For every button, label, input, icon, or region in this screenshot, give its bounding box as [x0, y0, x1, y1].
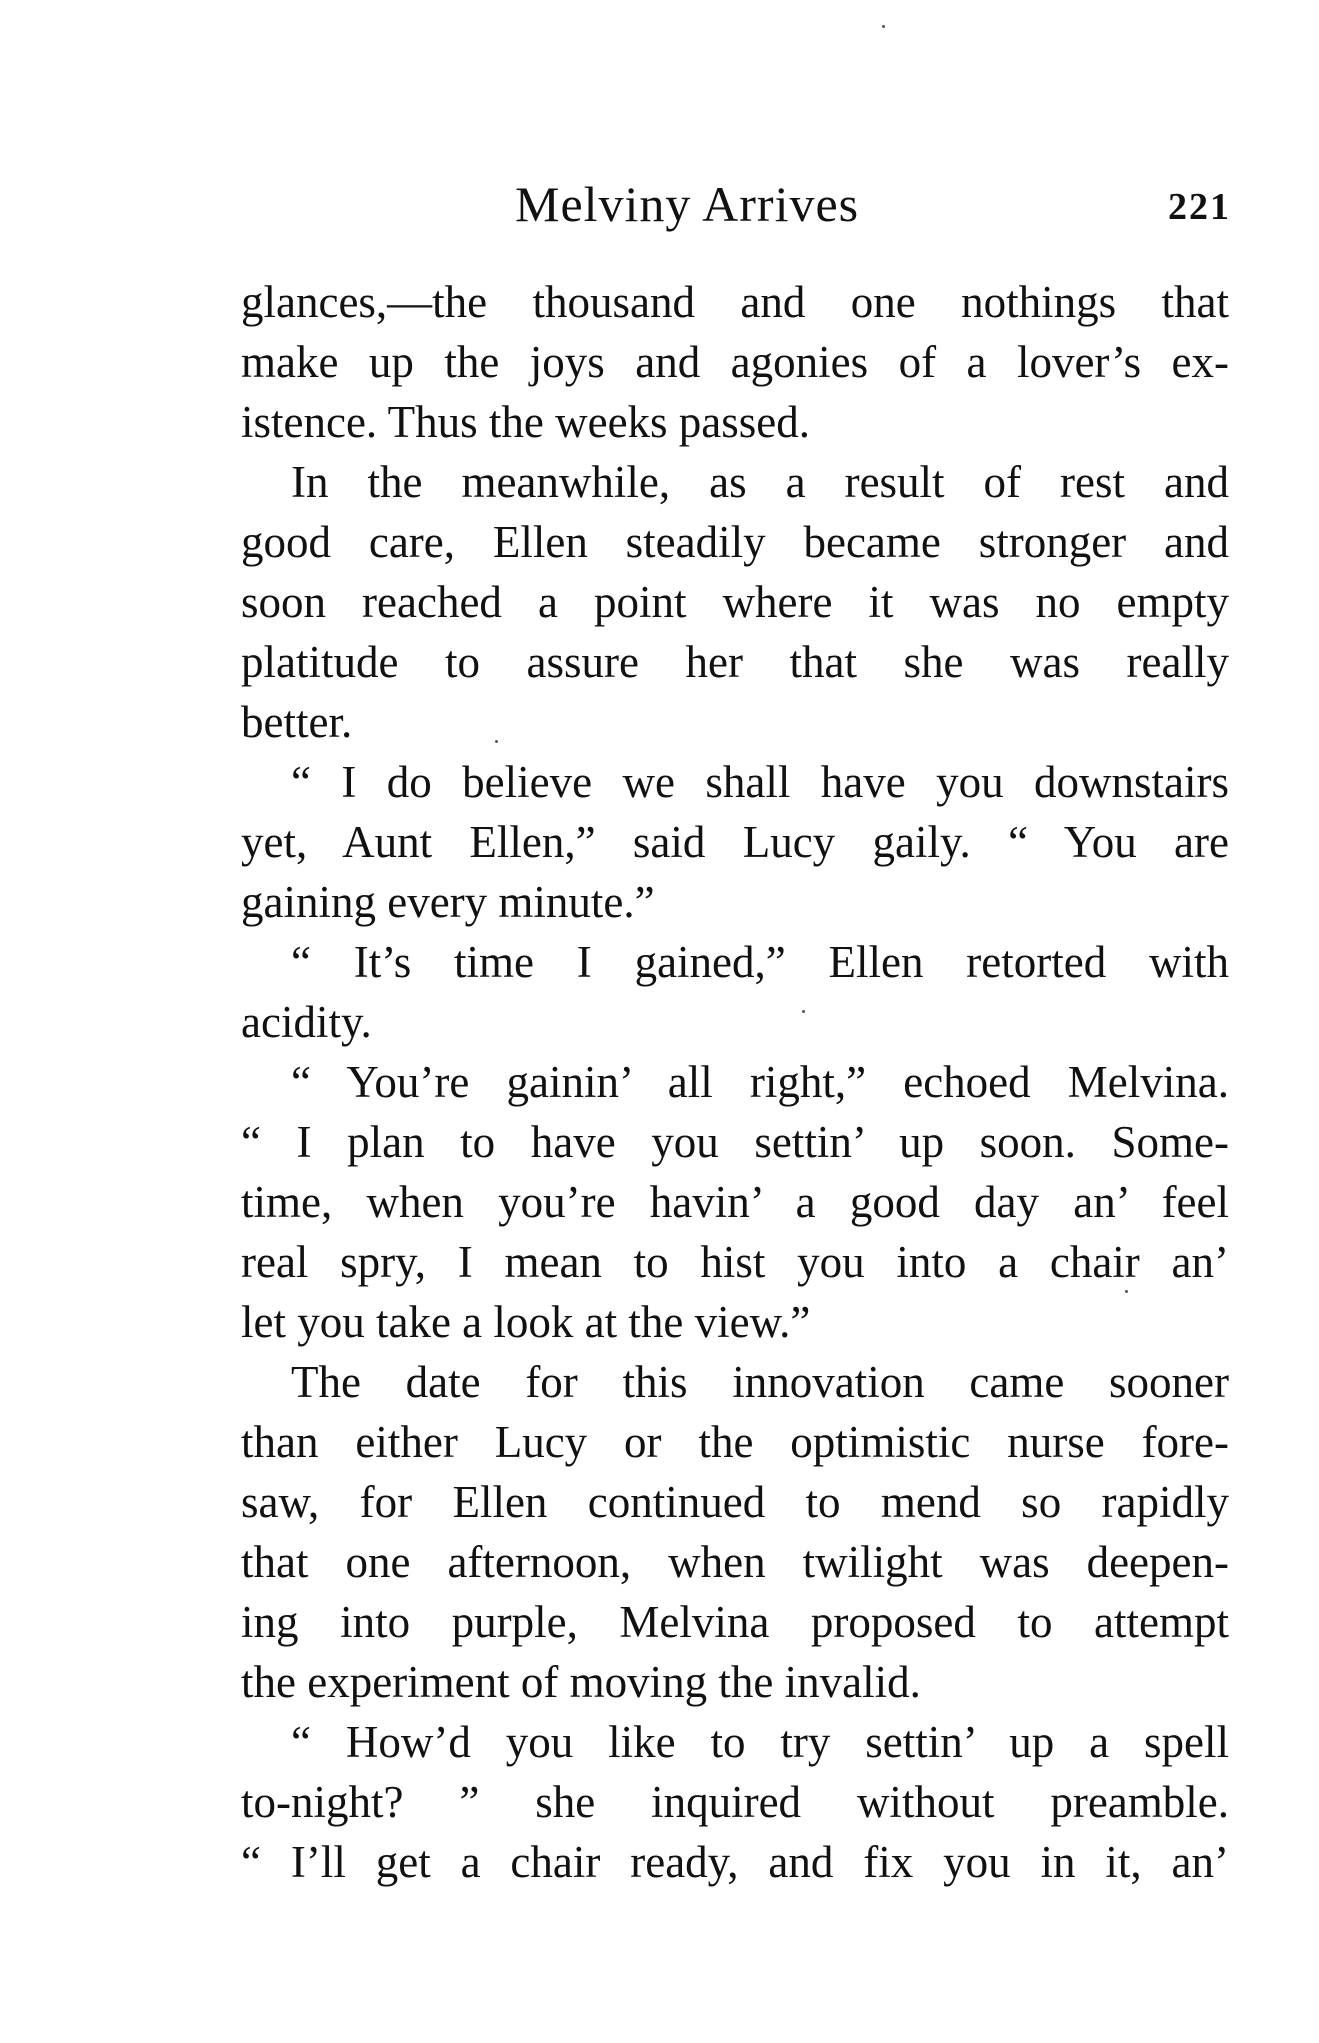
running-head — [240, 175, 1240, 245]
text-line: gaining every minute.” — [241, 877, 655, 927]
text-line: In the meanwhile, as a result of rest and — [291, 457, 1229, 507]
text-line: make up the joys and agonies of a lover’s ex- — [241, 337, 1229, 387]
text-line: soon reached a point where it was no empty — [241, 577, 1229, 627]
text-line: acidity. — [241, 997, 372, 1047]
text-line: saw, for Ellen continued to mend so rapidly — [241, 1477, 1229, 1527]
text-line: “ You’re gainin’ all right,” echoed Melvina. — [291, 1057, 1229, 1107]
text-line: “ I plan to have you settin’ up soon. Some- — [241, 1117, 1229, 1167]
text-line: The date for this innovation came sooner — [291, 1357, 1229, 1407]
text-line: “ How’d you like to try settin’ up a spell — [291, 1717, 1229, 1767]
text-line: real spry, I mean to hist you into a chair an’ — [241, 1237, 1229, 1287]
text-line: glances,—the thousand and one nothings that — [241, 277, 1229, 327]
text-line: platitude to assure her that she was really — [241, 637, 1229, 687]
running-title: Melviny Arrives — [515, 176, 860, 232]
text-line: let you take a look at the view.” — [241, 1297, 811, 1347]
text-line: “ I do believe we shall have you downstairs — [291, 757, 1229, 807]
page-number: 221 — [1168, 186, 1231, 228]
text-line: istence. Thus the weeks passed. — [241, 397, 811, 447]
text-line: “ I’ll get a chair ready, and fix you in it, an’ — [241, 1837, 1229, 1887]
text-line: the experiment of moving the invalid. — [241, 1657, 921, 1707]
text-line: ing into purple, Melvina proposed to attempt — [241, 1597, 1229, 1647]
scan-speck — [882, 25, 885, 28]
text-line: “ It’s time I gained,” Ellen retorted with — [291, 937, 1229, 987]
text-line: than either Lucy or the optimistic nurse fore- — [241, 1417, 1229, 1467]
text-line: that one afternoon, when twilight was deepen- — [241, 1537, 1229, 1587]
text-line: to-night? ” she inquired without preamble. — [241, 1777, 1229, 1827]
text-line: time, when you’re havin’ a good day an’ feel — [241, 1177, 1229, 1227]
text-line: good care, Ellen steadily became stronger and — [241, 517, 1229, 567]
scan-speck — [1125, 1290, 1128, 1293]
scan-speck — [802, 1010, 805, 1013]
text-line: better. — [241, 697, 353, 747]
scan-speck — [495, 740, 498, 743]
text-line: yet, Aunt Ellen,” said Lucy gaily. “ You are — [241, 817, 1229, 867]
